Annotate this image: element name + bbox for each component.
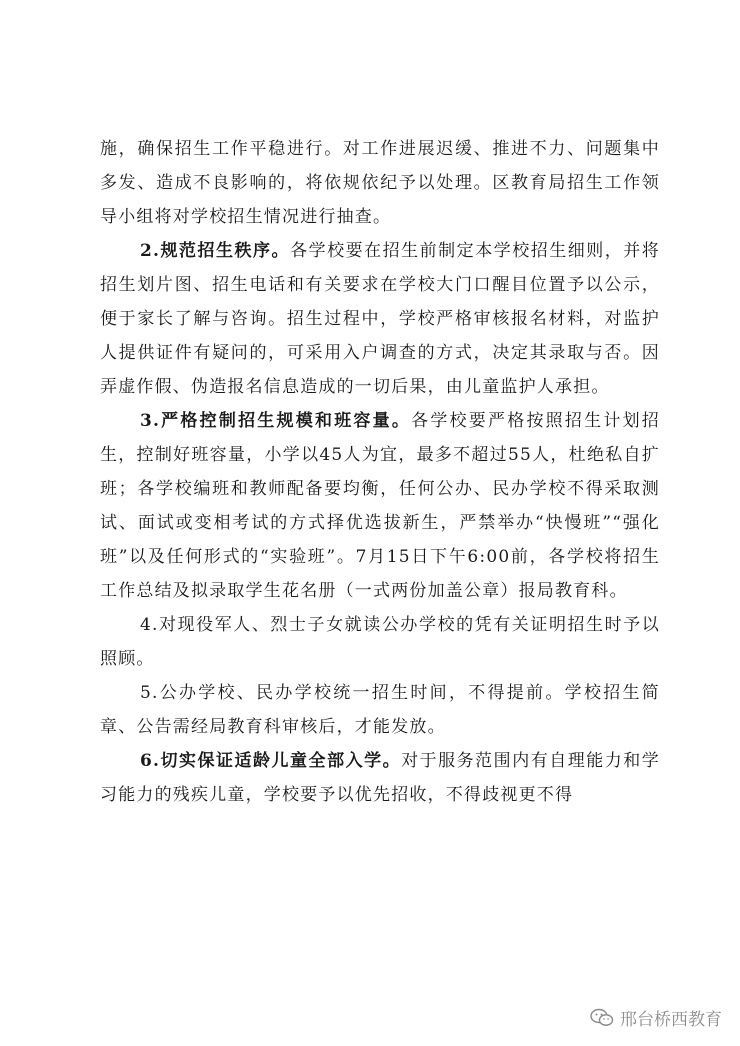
paragraph-text: 各学校要在招生前制定本学校招生细则，并将招生划片图、招生电话和有关要求在学校大门口醒目位置予以公示，便于家长了解与咨询。招生过程中，学校严格审核报名材料，对监护人提供证件有疑问的，可采用入户调查的方式，决定其录取与否。因弄虚作假、伪造报名信息造成的一切后果，由儿童监护人承担。 [100, 241, 661, 397]
paragraph-item-5 [100, 676, 660, 744]
account-watermark [590, 1005, 722, 1030]
paragraph-text: 5.公办学校、民办学校统一招生时间，不得提前。学校招生简章、公告需经局教育科审核后，才能发放。 [100, 683, 660, 737]
paragraph-item-2 [100, 234, 660, 404]
paragraph-text: 4.对现役军人、烈士子女就读公办学校的凭有关证明招生时予以照顾。 [100, 615, 660, 669]
paragraph-item-6 [100, 744, 660, 812]
paragraph-text: 施，确保招生工作平稳进行。对工作进展迟缓、推进不力、问题集中多发、造成不良影响的，将依规依纪予以处理。区教育局招生工作领导小组将对学校招生情况进行抽查。 [100, 139, 660, 227]
paragraph-item-4 [100, 608, 660, 676]
paragraph-continuation [100, 132, 660, 234]
paragraph-text: 各学校要严格按照招生计划招生，控制好班容量，小学以45人为宜，最多不超过55人，杜绝私自扩班；各学校编班和教师配备要均衡，任何公办、民办学校不得采取测试、面试或变相考试的方式择优选拔新生，严禁举办“快慢班”“强化班”以及任何形式的“实验班”。7月15日下午6:00前，各学校将招生工作总结及拟录取学生花名册（一式两份加盖公章）报局教育科。 [100, 411, 660, 601]
paragraph-text: 对于服务范围内有自理能力和学习能力的残疾儿童，学校要予以优先招收，不得歧视更不得 [100, 751, 660, 805]
paragraph-item-3 [100, 404, 660, 608]
paragraph-heading: 2.规范招生秩序。 [140, 241, 291, 261]
paragraph-heading: 3.严格控制招生规模和班容量。 [140, 411, 412, 431]
watermark-text: 邢台桥西教育 [620, 1010, 722, 1030]
document-body [100, 132, 660, 812]
paragraph-heading: 6.切实保证适龄儿童全部入学。 [140, 751, 402, 771]
wechat-icon [590, 1008, 614, 1028]
